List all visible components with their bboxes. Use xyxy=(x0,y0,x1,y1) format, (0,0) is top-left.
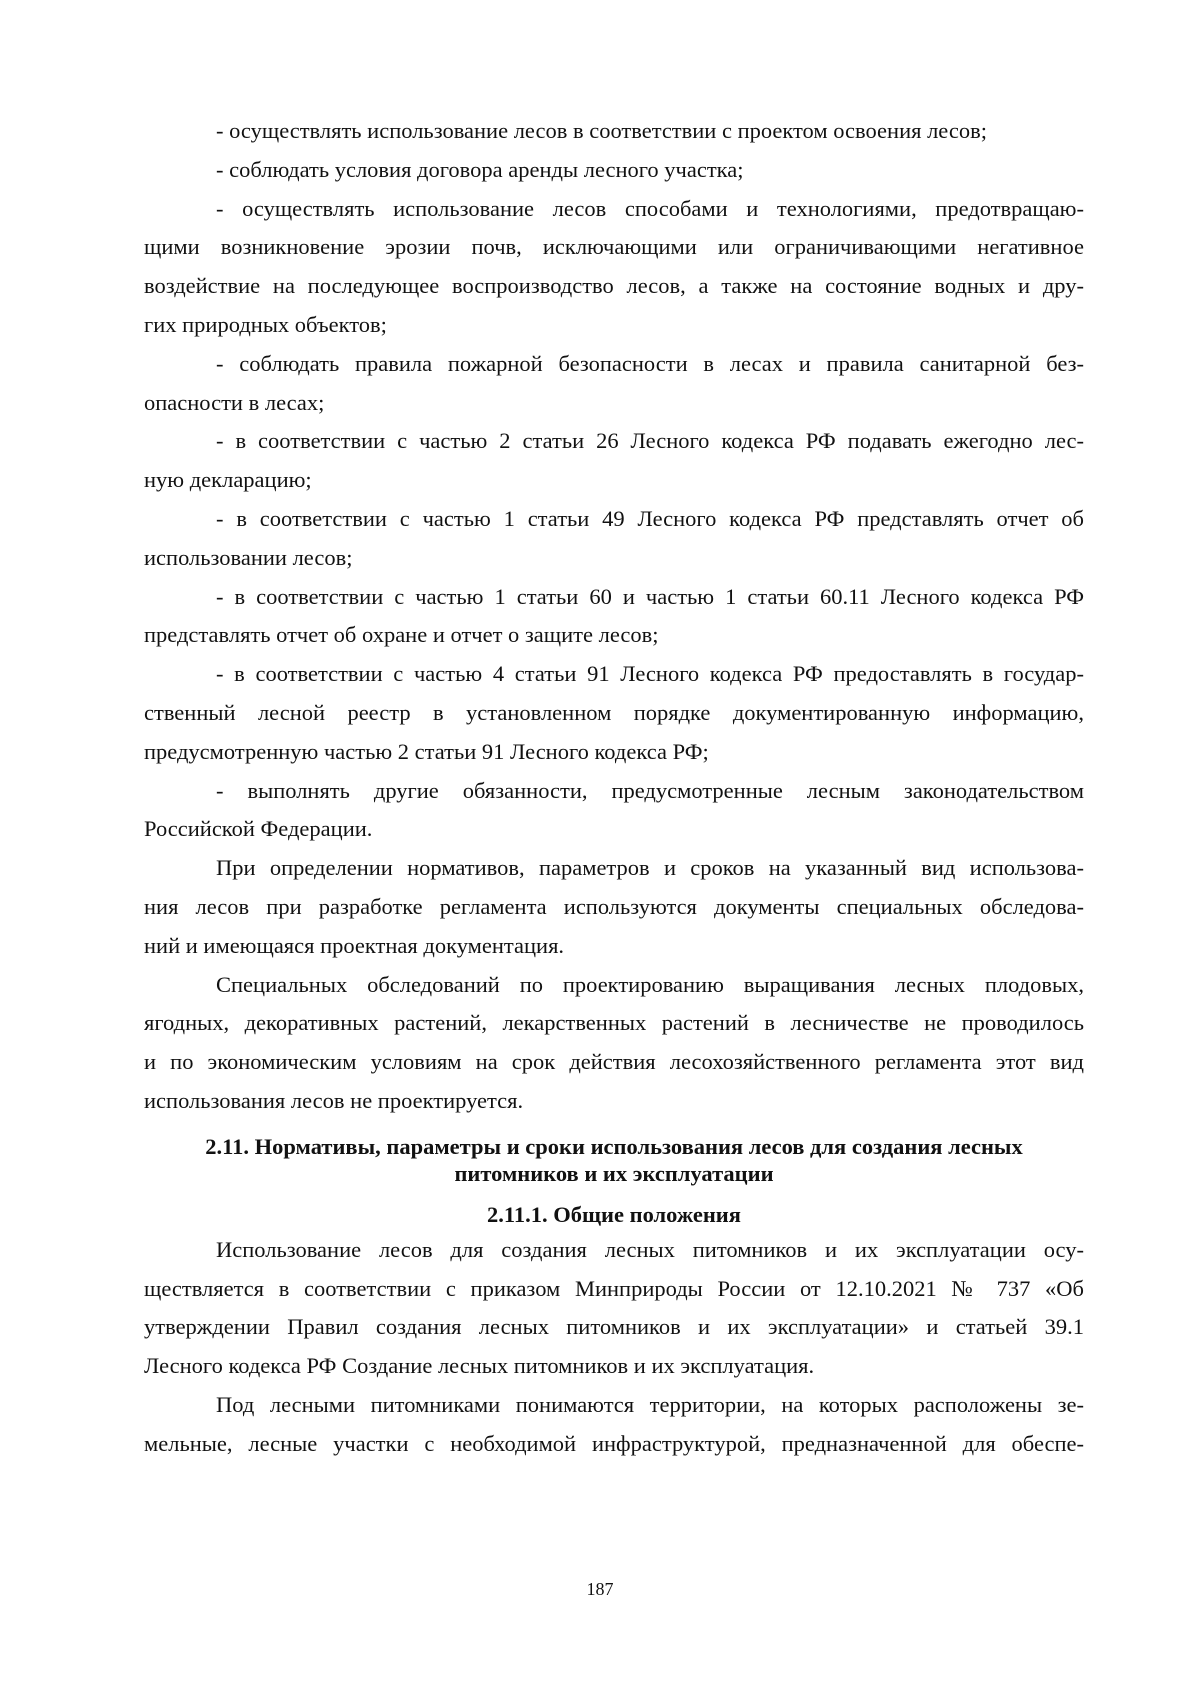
text-line: - в соответствии с частью 4 статьи 91 Лесного кодекса РФ предоставлять в государ- xyxy=(216,661,1084,687)
text-line: представлять отчет об охране и отчет о защите лесов; xyxy=(144,622,659,648)
text-line: - в соответствии с частью 2 статьи 26 Лесного кодекса РФ подавать ежегодно лес- xyxy=(216,428,1084,454)
subsection-heading: 2.11.1. Общие положения xyxy=(487,1201,741,1227)
text-line: Под лесными питомниками понимаются территории, на которых расположены зе- xyxy=(216,1391,1084,1417)
text-line: щими возникновение эрозии почв, исключающими или ограничивающими негативное xyxy=(144,234,1084,260)
text-line: ягодных, декоративных растений, лекарственных растений в лесничестве не проводилось xyxy=(144,1010,1084,1036)
text-line: предусмотренную частью 2 статьи 91 Лесного кодекса РФ; xyxy=(144,738,709,764)
text-line: - в соответствии с частью 1 статьи 60 и частью 1 статьи 60.11 Лесного кодекса РФ xyxy=(216,583,1084,609)
text-line: воздействие на последующее воспроизводство лесов, а также на состояние водных и дру- xyxy=(144,273,1084,299)
text-line: - выполнять другие обязанности, предусмотренные лесным законодательством xyxy=(216,777,1084,803)
text-line: опасности в лесах; xyxy=(144,389,325,415)
text-line: - в соответствии с частью 1 статьи 49 Лесного кодекса РФ представлять отчет об xyxy=(216,505,1084,531)
text-line: ную декларацию; xyxy=(144,467,312,493)
text-line: мельные, лесные участки с необходимой инфраструктурой, предназначенной для обеспе- xyxy=(144,1430,1084,1456)
text-line: При определении нормативов, параметров и сроков на указанный вид использова- xyxy=(216,855,1084,881)
text-line: ний и имеющаяся проектная документация. xyxy=(144,932,565,958)
text-line: использовании лесов; xyxy=(144,544,353,570)
section-heading-line: питомников и их эксплуатации xyxy=(454,1160,774,1186)
text-line: ния лесов при разработке регламента используются документы специальных обследова- xyxy=(144,893,1084,919)
section-heading xyxy=(144,1133,1084,1187)
text-line: ственный лесной реестр в установленном порядке документированную информацию, xyxy=(144,699,1084,725)
text-line: ществляется в соответствии с приказом Минприроды России от 12.10.2021 № 737 «Об xyxy=(144,1275,1084,1301)
text-line: - осуществлять использование лесов способами и технологиями, предотвращаю- xyxy=(216,195,1084,221)
document-page xyxy=(144,112,1084,1464)
body-text-block xyxy=(144,112,1084,1121)
text-line: гих природных объектов; xyxy=(144,311,387,337)
page-number: 187 xyxy=(586,1579,614,1599)
text-line: Российской Федерации. xyxy=(144,816,373,842)
text-line: использования лесов не проектируется. xyxy=(144,1087,524,1113)
text-line: - соблюдать правила пожарной безопасности в лесах и правила санитарной без- xyxy=(216,350,1084,376)
text-line: Специальных обследований по проектированию выращивания лесных плодовых, xyxy=(216,971,1084,997)
section-heading-line: 2.11. Нормативы, параметры и сроки использования лесов для создания лесных xyxy=(205,1133,1023,1159)
text-line: - осуществлять использование лесов в соответствии с проектом освоения лесов; xyxy=(216,118,987,143)
text-line: Лесного кодекса РФ Создание лесных питомников и их эксплуатация. xyxy=(144,1353,815,1379)
text-line: - соблюдать условия договора аренды лесного участка; xyxy=(216,156,744,182)
text-line: и по экономическим условиям на срок действия лесохозяйственного регламента этот вид xyxy=(144,1049,1084,1075)
text-line: утверждении Правил создания лесных питомников и их эксплуатации» и статьей 39.1 xyxy=(144,1314,1084,1340)
text-line: Использование лесов для создания лесных питомников и их эксплуатации осу- xyxy=(216,1236,1084,1262)
body-text-block xyxy=(144,1231,1084,1464)
